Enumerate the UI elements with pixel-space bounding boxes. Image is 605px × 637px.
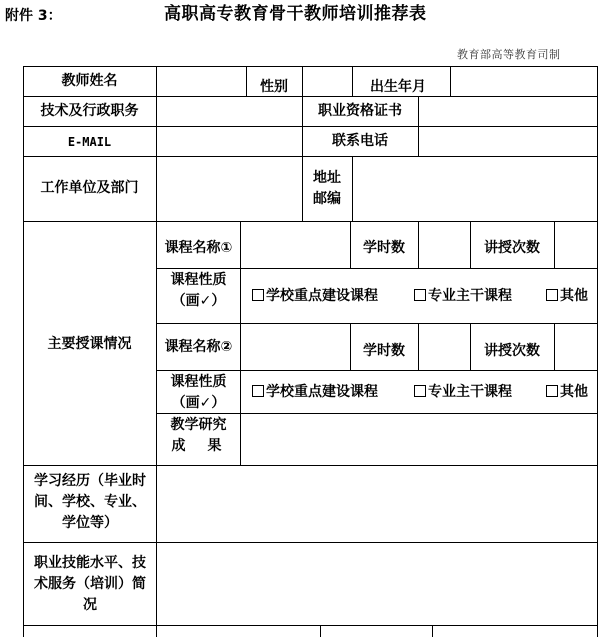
label-course-nature-2: 课程性质 <box>170 374 227 390</box>
checkbox[interactable] <box>414 385 426 397</box>
issuer-label: 教育部高等教育司制 <box>457 48 561 61</box>
checkbox[interactable] <box>546 385 558 397</box>
option-major-course-1: 专业主干课程 <box>414 287 512 305</box>
page-title: 高职高专教育骨干教师培训推荐表 <box>164 4 427 24</box>
grid-line <box>157 268 598 269</box>
option-key-course-2: 学校重点建设课程 <box>252 383 378 401</box>
grid-line <box>418 96 419 156</box>
grid-line <box>320 625 321 637</box>
label-course-nature-1: 课程性质 <box>170 272 227 288</box>
label-birth: 出生年月 <box>370 79 426 95</box>
checkbox[interactable] <box>414 289 426 301</box>
grid-line <box>157 413 598 414</box>
label-course-name-2: 课程名称② <box>164 339 233 355</box>
label-skills: 职业技能水平、技术服务（培训）简况 <box>34 555 146 613</box>
label-address: 地址 <box>313 170 341 186</box>
label-gender: 性别 <box>260 79 288 95</box>
option-major-course-2: 专业主干课程 <box>414 383 512 401</box>
grid-line <box>418 221 419 268</box>
grid-line <box>23 96 598 97</box>
label-times-2: 讲授次数 <box>484 343 540 359</box>
grid-line <box>23 126 598 127</box>
option-other-2: 其他 <box>546 383 588 401</box>
label-course-name-1: 课程名称① <box>164 240 233 256</box>
label-hours-1: 学时数 <box>363 240 405 256</box>
grid-line <box>246 66 247 96</box>
label-times-1: 讲授次数 <box>484 240 540 256</box>
option-key-course-1: 学校重点建设课程 <box>252 287 378 305</box>
label-qualification: 职业资格证书 <box>318 103 402 119</box>
grid-line <box>23 465 598 466</box>
label-email: E-MAIL <box>67 135 112 149</box>
label-research: 教学研究 <box>170 417 227 433</box>
label-course-nature-hint-1: （画✓） <box>171 293 226 309</box>
label-teacher-name: 教师姓名 <box>61 73 118 89</box>
label-hours-2: 学时数 <box>363 343 405 359</box>
grid-line <box>554 221 555 268</box>
checkbox[interactable] <box>546 289 558 301</box>
grid-line <box>352 156 353 221</box>
grid-line <box>418 323 419 370</box>
label-results: 成 果 <box>171 438 226 454</box>
checkbox[interactable] <box>252 385 264 397</box>
checkbox[interactable] <box>252 289 264 301</box>
grid-line <box>157 323 598 324</box>
option-other-1: 其他 <box>546 287 588 305</box>
grid-line <box>23 542 598 543</box>
grid-line <box>450 66 451 96</box>
grid-line <box>23 221 598 222</box>
grid-line <box>432 625 433 637</box>
label-postcode: 邮编 <box>313 191 341 207</box>
label-main-courses: 主要授课情况 <box>47 336 132 352</box>
label-phone: 联系电话 <box>332 133 388 149</box>
grid-line <box>23 156 598 157</box>
grid-line <box>352 66 353 96</box>
annex-label: 附件 3： <box>5 8 62 24</box>
grid-line <box>597 66 598 637</box>
grid-line <box>23 625 598 626</box>
grid-line <box>157 370 598 371</box>
label-course-nature-hint-2: （画✓） <box>171 395 226 411</box>
grid-line <box>23 66 598 67</box>
grid-line <box>554 323 555 370</box>
label-education: 学习经历（毕业时间、学校、专业、学位等） <box>34 473 146 531</box>
grid-line <box>240 221 241 465</box>
label-title-position: 技术及行政职务 <box>40 103 139 119</box>
label-work-unit: 工作单位及部门 <box>40 180 139 196</box>
